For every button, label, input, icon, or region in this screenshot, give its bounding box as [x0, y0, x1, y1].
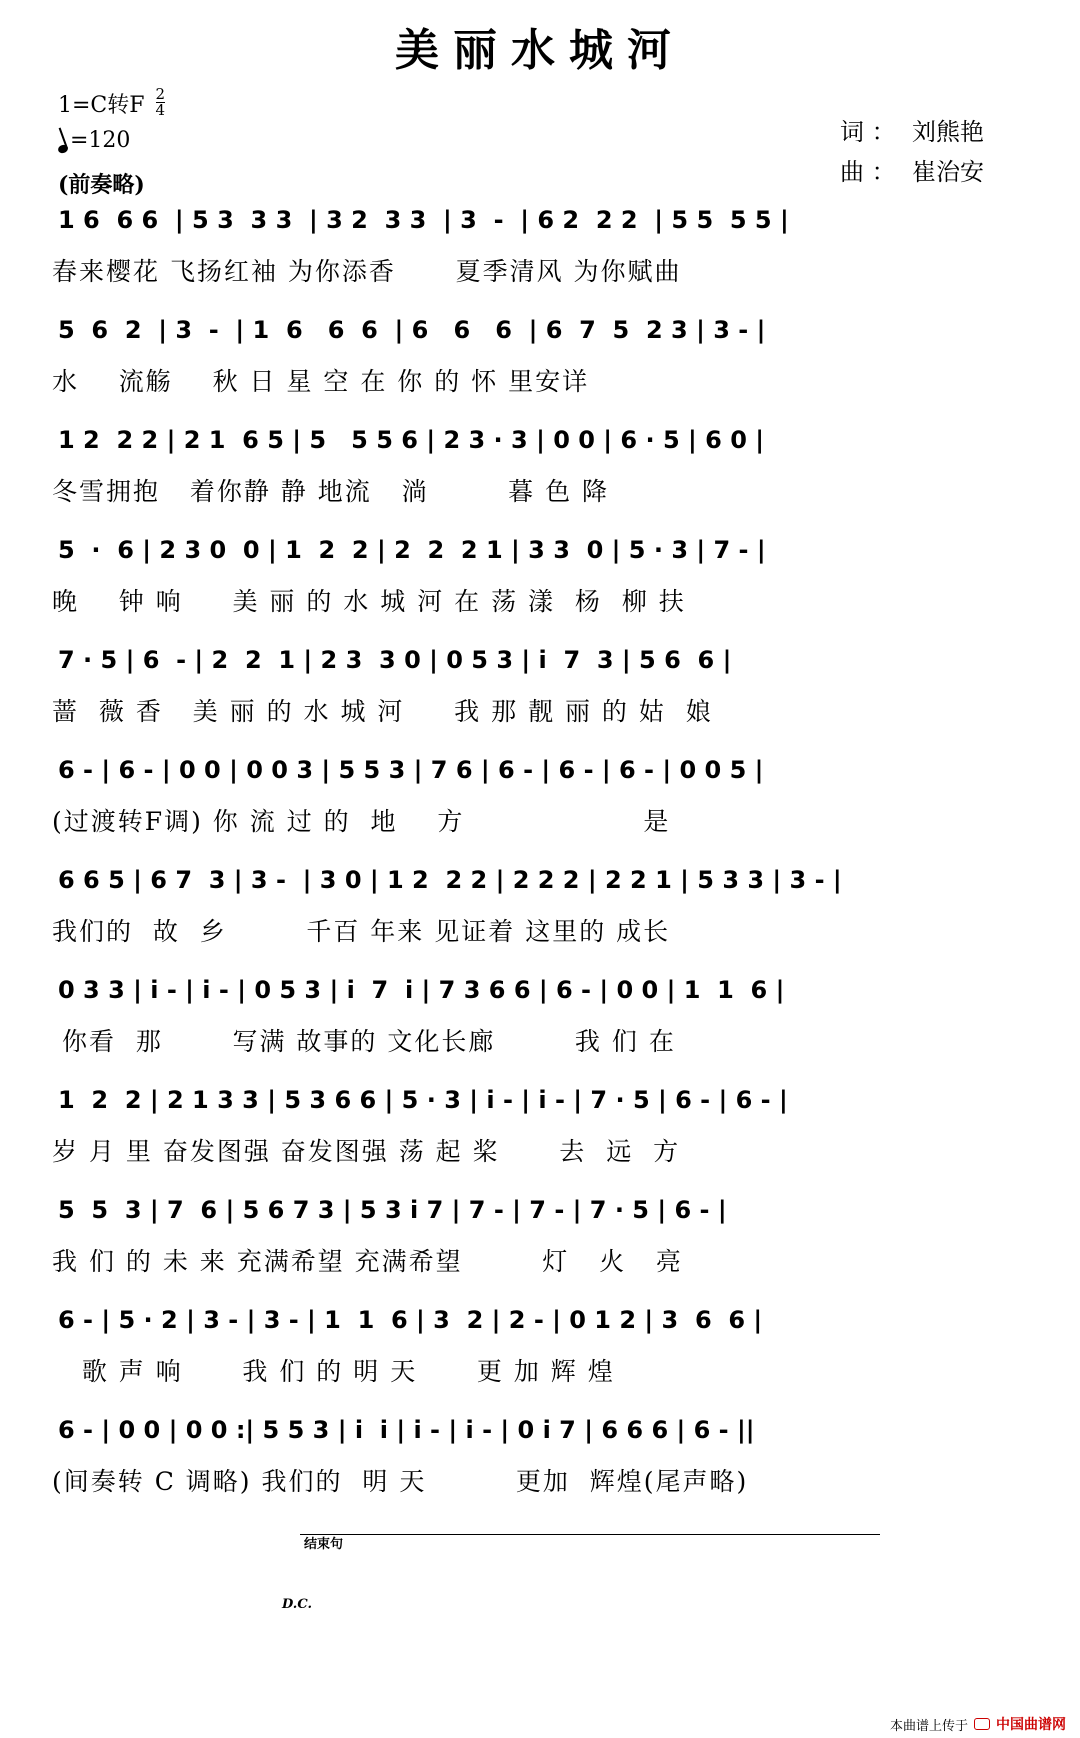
credit-name: 崔治安	[912, 158, 984, 186]
lyrics-line: 你看 那 写满 故事的 文化长廊 我 们 在	[52, 1027, 676, 1056]
lyrics-line: (过渡转F调) 你 流 过 的 地 方 是	[52, 807, 671, 836]
notation-line: 0 3 3 | i - | i - | 0 5 3 | i 7 i | 7 3 6 6 | 6 - | 0 0 | 1 1 6 |	[58, 976, 785, 1004]
score-system	[0, 1298, 1080, 1418]
notation-line: 6 6 5 | 6 7 3 | 3 - | 3 0 | 1 2 2 2 | 2 2 2 | 2 2 1 | 5 3 3 | 3 - |	[58, 866, 842, 894]
notation-line: 7 · 5 | 6 - | 2 2 1 | 2 3 3 0 | 0 5 3 | i 7 3 | 5 6 6 |	[58, 646, 732, 674]
notation-line: 6 - | 5 · 2 | 3 - | 3 - | 1 1 6 | 3 2 | 2 - | 0 1 2 | 3 6 6 |	[58, 1306, 763, 1334]
score-system	[0, 638, 1080, 758]
notation-line: 1 2 2 2 | 2 1 6 5 | 5 5 5 6 | 2 3 · 3 | 0 0 | 6 · 5 | 6 0 |	[58, 426, 765, 454]
notation-line: 6 - | 0 0 | 0 0 :| 5 5 3 | i i | i - | i - | 0 i 7 | 6 6 6 | 6 - ||	[58, 1416, 755, 1444]
time-signature-top: 2	[155, 84, 166, 103]
dc-mark: D.C.	[282, 1597, 312, 1612]
key-text: 1=C转F	[58, 93, 145, 118]
score-system	[0, 528, 1080, 648]
score-title: 美丽水城河	[395, 25, 685, 76]
notation-line: 1 2 2 | 2 1 3 3 | 5 3 6 6 | 5 · 3 | i - | i - | 7 · 5 | 6 - | 6 - |	[58, 1086, 788, 1114]
tempo-marking	[58, 128, 130, 153]
score-system	[0, 858, 1080, 978]
credit-role: 词 ：	[840, 118, 896, 146]
lyrics-line: 歌 声 响 我 们 的 明 天 更 加 辉 煌	[52, 1357, 615, 1386]
tempo-text: =120	[70, 128, 131, 153]
quarter-note-icon	[57, 144, 69, 155]
credit-role: 曲 ：	[840, 158, 896, 186]
footer-site: 中国曲谱网	[996, 1717, 1066, 1733]
site-logo-icon	[974, 1718, 990, 1730]
credit-lyricist	[840, 112, 984, 152]
score-system	[0, 748, 1080, 868]
lyrics-line: 我们的 故 乡 千百 年来 见证着 这里的 成长	[52, 917, 671, 946]
ending-label: 结束句	[304, 1537, 344, 1552]
lyrics-line: 岁 月 里 奋发图强 奋发图强 荡 起 桨 去 远 方	[52, 1137, 681, 1166]
credits	[840, 112, 984, 192]
score-system	[0, 1188, 1080, 1308]
lyrics-line: 晚 钟 响 美 丽 的 水 城 河 在 荡 漾 杨 柳 扶	[52, 587, 686, 616]
time-signature-bottom: 4	[155, 100, 166, 119]
lyrics-line: (间奏转 C 调略) 我们的 明 天 更加 辉煌(尾声略)	[52, 1467, 749, 1496]
score-system	[0, 1408, 1080, 1528]
score-system	[0, 968, 1080, 1088]
credit-name: 刘熊艳	[912, 118, 984, 146]
notation-line: 5 5 3 | 7 6 | 5 6 7 3 | 5 3 i 7 | 7 - | 7 - | 7 · 5 | 6 - |	[58, 1196, 727, 1224]
footer-prefix: 本曲谱上传于	[889, 1718, 968, 1734]
key-signature	[58, 84, 166, 122]
lyrics-line: 蔷 薇 香 美 丽 的 水 城 河 我 那 靓 丽 的 姑 娘	[52, 697, 713, 726]
score-system	[0, 198, 1080, 318]
notation-line: 5 · 6 | 2 3 0 0 | 1 2 2 | 2 2 2 1 | 3 3 0 | 5 · 3 | 7 - |	[58, 536, 766, 564]
score-system	[0, 1078, 1080, 1198]
score-system	[0, 308, 1080, 428]
prelude-note: (前奏略)	[58, 172, 145, 198]
lyrics-line: 我 们 的 未 来 充满希望 充满希望 灯 火 亮	[52, 1247, 683, 1276]
lyrics-line: 冬雪拥抱 着你静 静 地流 淌 暮 色 降	[52, 477, 610, 506]
notation-line: 6 - | 6 - | 0 0 | 0 0 3 | 5 5 3 | 7 6 | 6 - | 6 - | 6 - | 0 0 5 |	[58, 756, 764, 784]
ending-bracket	[300, 1534, 880, 1552]
notation-line: 1 6 6 6 | 5 3 3 3 | 3 2 3 3 | 3 - | 6 2 2 2 | 5 5 5 5 |	[58, 206, 789, 234]
footer	[890, 1714, 1066, 1734]
notation-line: 5 6 2 | 3 - | 1 6 6 6 | 6 6 6 | 6 7 5 2 3 | 3 - |	[58, 316, 766, 344]
lyrics-line: 水 流觞 秋 日 星 空 在 你 的 怀 里安详	[52, 367, 590, 396]
credit-composer	[840, 152, 984, 192]
score-system	[0, 418, 1080, 538]
time-signature	[155, 84, 166, 119]
lyrics-line: 春来樱花 飞扬红袖 为你添香 夏季清风 为你赋曲	[52, 257, 682, 286]
